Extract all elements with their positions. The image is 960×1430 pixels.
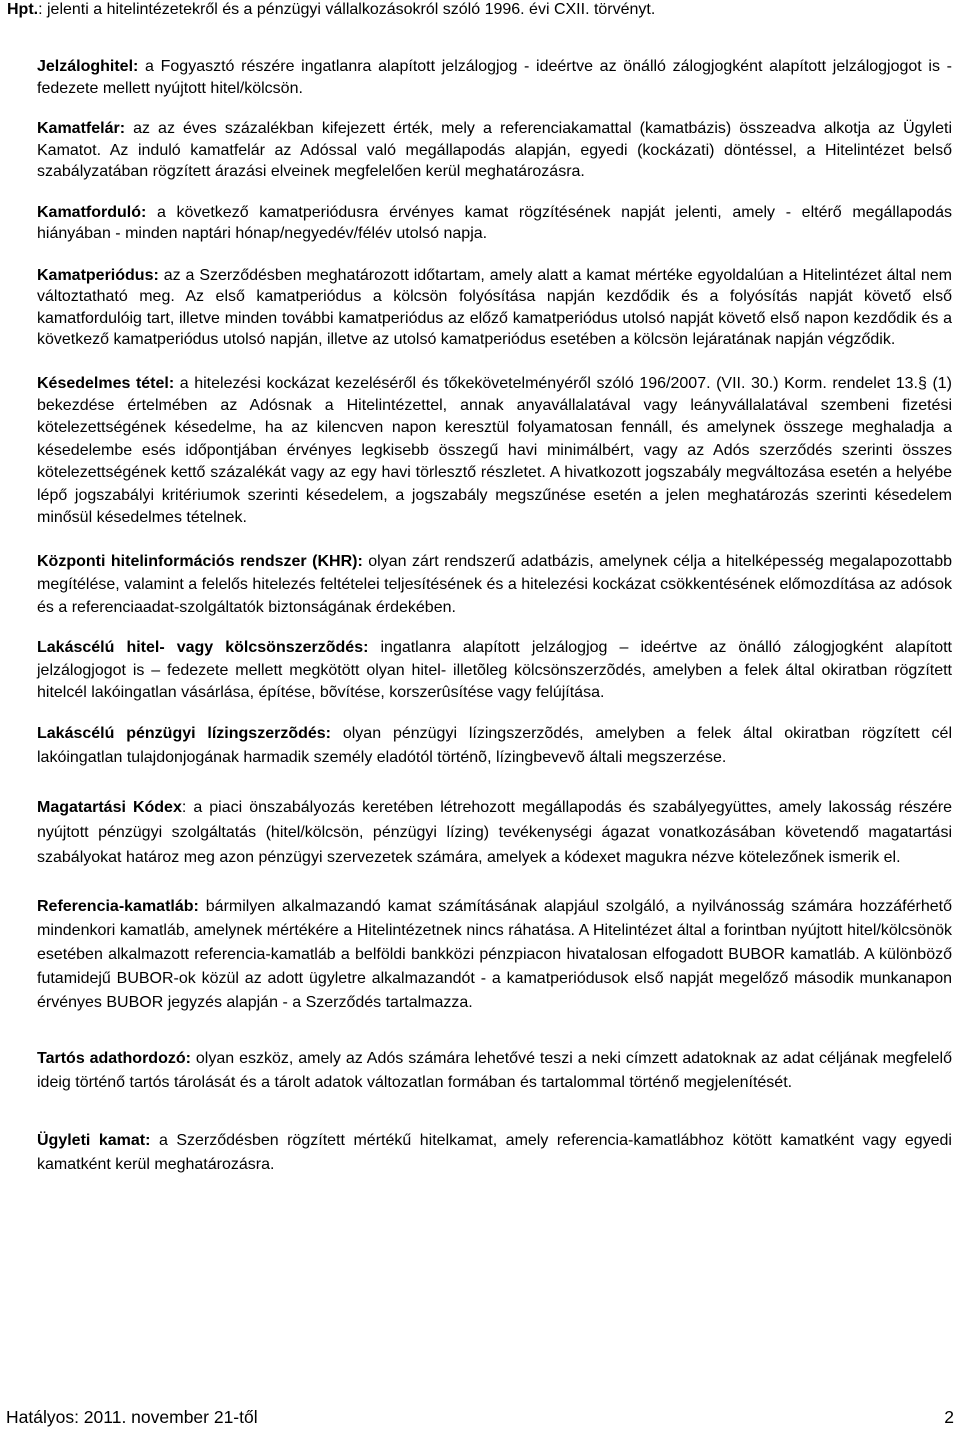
definition-term: Jelzáloghitel: xyxy=(37,58,139,75)
definition-ugyleti-kamat xyxy=(37,1129,952,1177)
definition-referencia-kamatlab xyxy=(37,895,952,1015)
definition-text: ingatlanra alapított jelzálogjog – ideértve az önálló zálogjogként alapított jelzálogjogot is – fedezete mellett megkötött olyan hitel- illetõleg kölcsönszerzõdés, amelyben a felek által okiratban rögzített hitelcél lakóingatlan vásárlása, építése, bõvítése, korszerûsítése vagy felújítása. xyxy=(37,639,953,702)
definition-term: Lakáscélú hitel- vagy kölcsönszerzõdés: xyxy=(37,639,369,657)
definition-text: az a Szerződésben meghatározott időtartam, amely alatt a kamat mértéke egyoldalúan a Hitelintézet által nem változtatható meg. Az első kamatperiódus a kölcsön folyósítása napján kezdődik és a folyósítás napját követő első kamatfordulóig tart, illetve minden további kamatperiódus az előző kamatperiódus utolsó napját követő első napon kezdődik és a következő kamatperiódus utolsó napján, illetve az utolsó kamatperiódus esetében a kölcsön lejáratának napján végződik. xyxy=(37,266,952,348)
page-number: 2 xyxy=(944,1407,954,1427)
definition-tartos-adathordozo xyxy=(37,1047,952,1095)
page-footer xyxy=(0,1405,954,1429)
definition-term: Kamatforduló: xyxy=(37,203,147,221)
definition-kamatperiodus xyxy=(37,265,952,351)
definition-text: bármilyen alkalmazandó kamat számításának alapjául szolgáló, a nyilvánosság számára hozzáférhető mindenkori kamatláb, amelynek mértékére a Hitelintézetnek nincs ráhatása. A Hitelintézet által a forintban nyújtott hitel/kölcsönök esetében alkalmazott referencia-kamatláb a belföldi bankközi pénzpiacon hivatalosan elfogadott BUBOR kamatláb. A különböző futamidejű BUBOR-ok közül az adott ügyletre alkalmazandót - a kamatperiódusok első napját megelőző második munkanapon érvényes BUBOR jegyzés alapján - a Szerződés tartalmazza. xyxy=(37,897,952,1011)
definition-text: olyan zárt rendszerű adatbázis, amelynek célja a hitelképesség megalapozottabb megítélése, valamint a felelős hitelezés feltételei teljesítésének és a hitelezési kockázat csökkentésének előmozdítása az adósok és a referenciaadat-szolgáltatók biztonságának érdekében. xyxy=(37,553,952,616)
definition-term: Kamatfelár: xyxy=(37,120,126,137)
definition-kamatfelar xyxy=(37,118,952,183)
definition-term: Hpt. xyxy=(7,1,39,18)
definition-text: az az éves százalékban kifejezett érték, mely a referenciakamattal (kamatbázis) összeadva alkotja az Ügyleti Kamatot. Az induló kamatfelár az Adóssal való megállapodás alapján, egyedi (kockázati) döntéssel, a Hitelintézet belső szabályzatában rögzített árazási elveinek megfelelően kerül meghatározásra. xyxy=(37,120,952,180)
definition-kesedelmes-tetel xyxy=(37,373,952,530)
definition-term: Kamatperiódus: xyxy=(37,266,159,284)
definition-text: olyan eszköz, amely az Adós számára lehetővé teszi a neki címzett adatoknak az adat céljának megfelelő ideig történő tartós tárolását és a tárolt adatok változatlan formában és tartalommal történő megjelenítését. xyxy=(37,1049,952,1091)
definition-term: Lakáscélú pénzügyi lízingszerzõdés: xyxy=(37,724,331,742)
definition-text: a hitelezési kockázat kezeléséről és tőkekövetelményéről szóló 196/2007. (VII. 30.) Korm. rendelet 13.§ (1) bekezdése értelmében az Adósnak a Hitelintézettel, annak anyavállalatával vagy leányvállalatával szembeni fizetési kötelezettségének késedelme, ha az kilencven napon keresztül folyamatosan fennáll, és amelynek összege meghaladja a késedelembe esés időpontjában érvényes legkisebb összegű havi minimálbért, vagy az Adós szerződés szerinti összes kötelezettségének kettő százalékát vagy az egy havi törlesztő részletet. A hivatkozott jogszabály megváltozása esetén a helyébe lépő jogszabályi kritériumok szerinti késedelem, a jogszabály megszűnése esetén a jelen meghatározás szerinti késedelem minősül késedelmes tételnek. xyxy=(37,374,953,526)
effective-date: Hatályos: 2011. november 21-től xyxy=(6,1407,258,1427)
definition-term: Magatartási Kódex xyxy=(37,798,182,816)
definition-text: a következő kamatperiódusra érvényes kamat rögzítésének napját jelenti, amely - eltérő megállapodás hiányában - minden naptári hónap/negyedév/félév utolsó napja. xyxy=(37,203,952,242)
definition-text: : a piaci önszabályozás keretében létrehozott megállapodás és szabályegyüttes, amely lakosság részére nyújtott pénzügyi szolgáltatás (hitel/kölcsön, pénzügyi lízing) tevékenységi ágazat vonatkozásában követendő magatartási szabályokat határoz meg azon pénzügyi szervezetek számára, amelyek a kódexet magukra nézve kötelezőnek ismerik el. xyxy=(37,798,953,867)
definition-term: Referencia-kamatláb: xyxy=(37,897,199,915)
definition-lakascelu-hitel xyxy=(37,637,952,705)
definition-term: Központi hitelinformációs rendszer (KHR): xyxy=(37,553,363,571)
definition-text: a Fogyasztó részére ingatlanra alapított jelzálogjog - ideértve az önálló zálogjogként alapított jelzálogjogot is - fedezete mellett nyújtott hitel/kölcsön. xyxy=(37,58,952,97)
definition-text: olyan pénzügyi lízingszerzõdés, amelyben a felek által okiratban rögzített cél lakóingatlan tulajdonjogának harmadik személy eladótól történõ, lízingbevevõ általi megszerzése. xyxy=(37,724,953,766)
definition-term: Késedelmes tétel: xyxy=(37,374,175,392)
definition-text: a Szerződésben rögzített mértékű hitelkamat, amely referencia-kamatlábhoz kötött kamatként vagy egyedi kamatként kerül meghatározásra. xyxy=(37,1131,952,1173)
definition-kamatfordulo xyxy=(37,202,952,245)
definition-khr xyxy=(37,551,952,619)
definition-jelzaloghitel xyxy=(37,56,952,99)
definition-term: Tartós adathordozó: xyxy=(37,1049,191,1067)
definition-text: : jelenti a hitelintézetekről és a pénzügyi vállalkozásokról szóló 1996. évi CXII. törvényt. xyxy=(38,1,656,18)
definition-magatartasi-kodex xyxy=(37,795,952,871)
definition-term: Ügyleti kamat: xyxy=(37,1131,151,1149)
definitions-list xyxy=(37,56,952,1177)
definition-lakascelu-lizing xyxy=(37,722,952,770)
hpt-definition xyxy=(7,0,947,20)
